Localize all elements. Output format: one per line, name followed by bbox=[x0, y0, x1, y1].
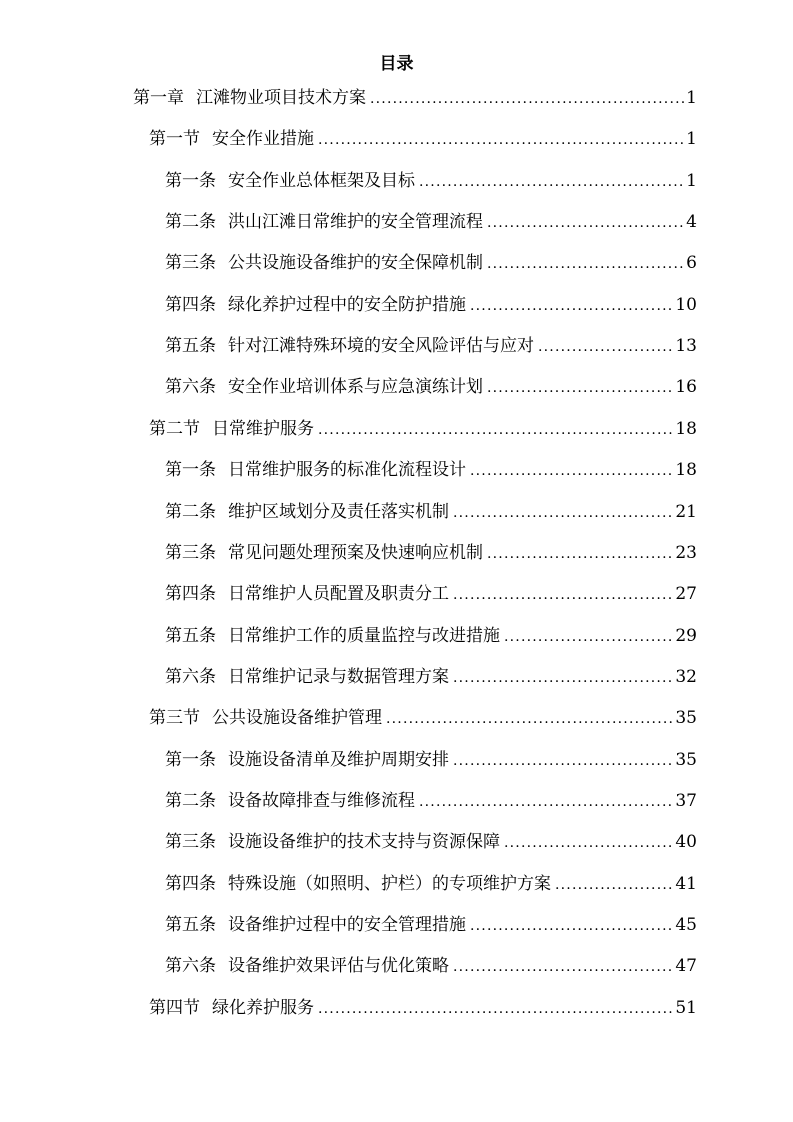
entry-page-number: 35 bbox=[675, 708, 697, 729]
dot-leader bbox=[487, 209, 684, 237]
toc-entry[interactable] bbox=[165, 249, 697, 277]
toc-entry[interactable] bbox=[165, 332, 697, 360]
entry-page-number: 6 bbox=[686, 253, 697, 274]
entry-page-number: 4 bbox=[686, 212, 697, 233]
toc-entry[interactable] bbox=[165, 952, 697, 980]
entry-page-number: 23 bbox=[675, 542, 697, 563]
entry-title: 日常维护记录与数据管理方案 bbox=[228, 666, 449, 687]
entry-label: 第五条 bbox=[165, 336, 216, 357]
toc-entry[interactable] bbox=[165, 291, 697, 319]
dot-leader bbox=[538, 333, 673, 361]
entry-label: 第二条 bbox=[165, 501, 216, 522]
entry-title: 常见问题处理预案及快速响应机制 bbox=[228, 542, 483, 563]
toc-entry[interactable] bbox=[165, 828, 697, 856]
entry-label: 第三条 bbox=[165, 832, 216, 853]
dot-leader bbox=[453, 953, 673, 981]
entry-title: 设备故障排查与维修流程 bbox=[228, 790, 415, 811]
entry-page-number: 29 bbox=[675, 625, 697, 646]
dot-leader bbox=[453, 581, 673, 609]
entry-label: 第六条 bbox=[165, 377, 216, 398]
dot-leader bbox=[318, 126, 684, 154]
entry-label: 第五条 bbox=[165, 915, 216, 935]
entry-title: 安全作业总体框架及目标 bbox=[228, 170, 415, 191]
dot-leader bbox=[504, 623, 673, 651]
entry-page-number: 37 bbox=[675, 790, 697, 811]
entry-title: 绿化养护过程中的安全防护措施 bbox=[228, 294, 466, 315]
entry-label: 第五条 bbox=[165, 625, 216, 646]
entry-label: 第二节 bbox=[149, 418, 200, 439]
dot-leader bbox=[470, 912, 673, 940]
entry-label: 第一条 bbox=[165, 749, 216, 770]
toc-entry[interactable] bbox=[149, 415, 697, 443]
toc-entry[interactable] bbox=[133, 84, 697, 112]
entry-page-number: 13 bbox=[675, 336, 697, 357]
dot-leader bbox=[470, 457, 673, 485]
entry-page-number: 35 bbox=[675, 749, 697, 770]
entry-label: 第四条 bbox=[165, 294, 216, 315]
dot-leader bbox=[386, 705, 673, 733]
entry-label: 第六条 bbox=[165, 666, 216, 687]
dot-leader bbox=[419, 788, 673, 816]
page-title: 目录 bbox=[379, 54, 414, 75]
entry-title: 日常维护人员配置及职责分工 bbox=[228, 584, 449, 605]
toc-entry[interactable] bbox=[165, 167, 697, 195]
toc-entry[interactable] bbox=[165, 456, 697, 484]
toc-entry[interactable] bbox=[165, 787, 697, 815]
dot-leader bbox=[419, 168, 684, 196]
entry-label: 第六条 bbox=[165, 956, 216, 977]
entry-label: 第四条 bbox=[165, 584, 216, 605]
entry-title: 洪山江滩日常维护的安全管理流程 bbox=[228, 212, 483, 233]
entry-title: 日常维护服务 bbox=[212, 418, 314, 439]
entry-page-number: 18 bbox=[675, 460, 697, 481]
toc-entry[interactable] bbox=[165, 663, 697, 691]
entry-page-number: 40 bbox=[675, 832, 697, 853]
entry-page-number: 1 bbox=[686, 88, 697, 108]
entry-page-number: 10 bbox=[675, 294, 697, 315]
entry-title: 特殊设施（如照明、护栏）的专项维护方案 bbox=[228, 873, 551, 894]
dot-leader bbox=[453, 499, 673, 527]
entry-page-number: 1 bbox=[686, 129, 697, 150]
toc-entry[interactable] bbox=[165, 622, 697, 650]
entry-page-number: 47 bbox=[675, 956, 697, 977]
dot-leader bbox=[487, 250, 684, 278]
dot-leader bbox=[504, 829, 673, 857]
entry-title: 公共设施设备维护的安全保障机制 bbox=[228, 253, 483, 274]
toc-entry[interactable] bbox=[149, 704, 697, 732]
entry-label: 第一章 bbox=[133, 88, 184, 108]
entry-label: 第一节 bbox=[149, 129, 200, 150]
dot-leader bbox=[318, 995, 673, 1023]
dot-leader bbox=[555, 871, 673, 899]
dot-leader bbox=[487, 540, 673, 568]
entry-title: 设备维护效果评估与优化策略 bbox=[228, 956, 449, 977]
toc-entry[interactable] bbox=[165, 539, 697, 567]
dot-leader bbox=[318, 416, 673, 444]
entry-page-number: 32 bbox=[675, 666, 697, 687]
entry-label: 第四节 bbox=[149, 997, 200, 1018]
toc-entry[interactable] bbox=[165, 746, 697, 774]
toc-entry[interactable] bbox=[165, 208, 697, 236]
entry-title: 设施设备清单及维护周期安排 bbox=[228, 749, 449, 770]
entry-title: 设备维护过程中的安全管理措施 bbox=[228, 915, 466, 935]
toc-entry[interactable] bbox=[165, 498, 697, 526]
entry-label: 第一条 bbox=[165, 170, 216, 191]
entry-label: 第二条 bbox=[165, 212, 216, 233]
entry-title: 日常维护工作的质量监控与改进措施 bbox=[228, 625, 500, 646]
entry-title: 公共设施设备维护管理 bbox=[212, 708, 382, 729]
entry-title: 针对江滩特殊环境的安全风险评估与应对 bbox=[228, 336, 534, 357]
dot-leader bbox=[470, 292, 673, 320]
dot-leader bbox=[453, 664, 673, 692]
dot-leader bbox=[453, 747, 673, 775]
entry-label: 第二条 bbox=[165, 790, 216, 811]
dot-leader bbox=[487, 374, 673, 402]
entry-title: 江滩物业项目技术方案 bbox=[196, 88, 366, 108]
entry-title: 安全作业培训体系与应急演练计划 bbox=[228, 377, 483, 398]
entry-title: 安全作业措施 bbox=[212, 129, 314, 150]
toc-entry[interactable] bbox=[149, 994, 697, 1022]
entry-label: 第四条 bbox=[165, 873, 216, 894]
dot-leader bbox=[370, 85, 684, 113]
entry-page-number: 1 bbox=[686, 170, 697, 191]
entry-title: 绿化养护服务 bbox=[212, 997, 314, 1018]
entry-title: 维护区域划分及责任落实机制 bbox=[228, 501, 449, 522]
entry-page-number: 16 bbox=[675, 377, 697, 398]
entry-label: 第一条 bbox=[165, 460, 216, 481]
toc-entry[interactable] bbox=[149, 125, 697, 153]
entry-label: 第三节 bbox=[149, 708, 200, 729]
toc-entry[interactable] bbox=[165, 911, 697, 939]
toc-entry[interactable] bbox=[165, 870, 697, 898]
entry-page-number: 51 bbox=[675, 997, 697, 1018]
entry-page-number: 21 bbox=[675, 501, 697, 522]
entry-page-number: 18 bbox=[675, 418, 697, 439]
toc-entry[interactable] bbox=[165, 373, 697, 401]
entry-page-number: 27 bbox=[675, 584, 697, 605]
entry-label: 第三条 bbox=[165, 542, 216, 563]
entry-title: 日常维护服务的标准化流程设计 bbox=[228, 460, 466, 481]
entry-page-number: 45 bbox=[675, 915, 697, 935]
entry-label: 第三条 bbox=[165, 253, 216, 274]
entry-title: 设施设备维护的技术支持与资源保障 bbox=[228, 832, 500, 853]
entry-page-number: 41 bbox=[675, 873, 697, 894]
toc-entry[interactable] bbox=[165, 580, 697, 608]
